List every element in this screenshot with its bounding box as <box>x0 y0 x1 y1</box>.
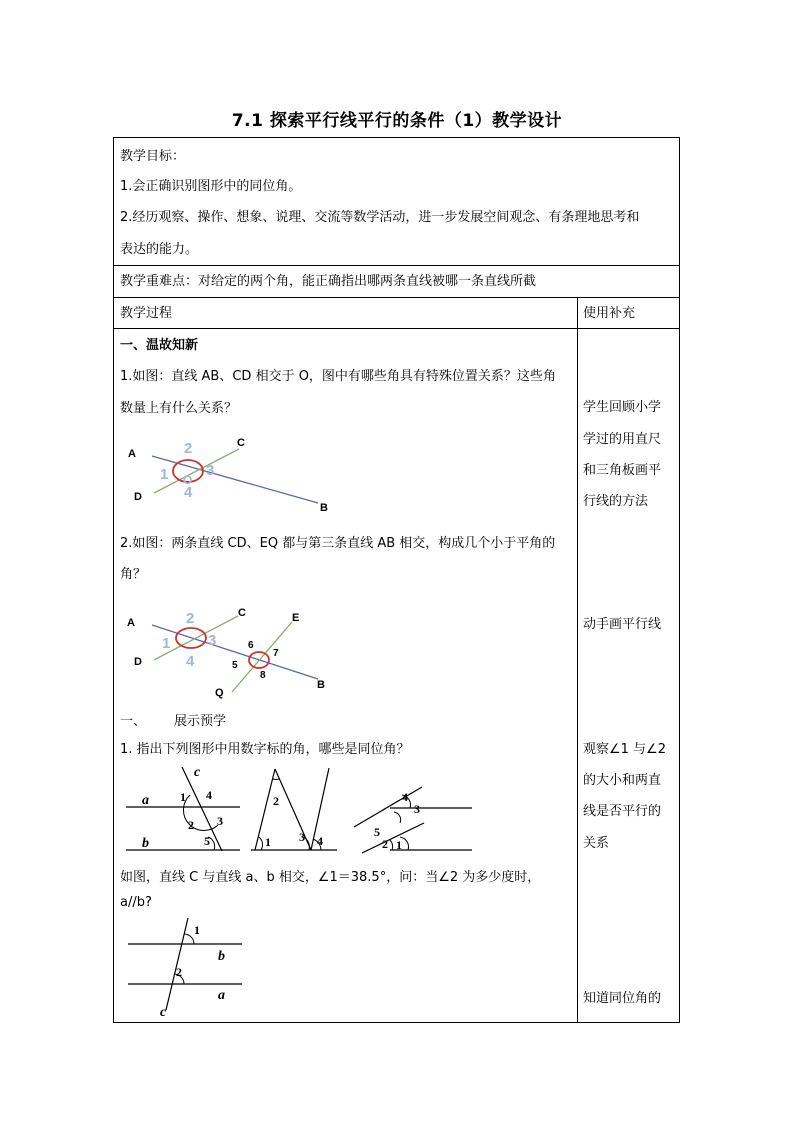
fig1-angle-1: 1 <box>160 466 169 483</box>
preview-heading <box>120 714 226 729</box>
fig2-angle-1: 1 <box>162 635 171 652</box>
fig4-angle-1: 1 <box>265 835 271 849</box>
figure-two-transversals <box>350 765 474 855</box>
fig3-label-b: b <box>142 836 149 851</box>
fig2-label-A: A <box>127 617 135 629</box>
objectives-heading: 教学目标： <box>120 149 186 164</box>
fig1-angle-4: 4 <box>184 484 193 501</box>
fig3-angle-3: 3 <box>217 814 223 828</box>
row-divider-keypoints <box>114 297 679 298</box>
fig6-label-c: c <box>160 1005 167 1018</box>
fig5-angle-2: 2 <box>382 837 388 851</box>
supplement-note-1-line4: 行线的方法 <box>583 494 649 509</box>
objective-item-1: 1.会正确识别图形中的同位角。 <box>120 179 302 194</box>
lesson-plan-table <box>113 137 680 1023</box>
fig6-label-a: a <box>218 988 225 1003</box>
objective-item-2-line2: 表达的能力。 <box>120 242 199 257</box>
preview-q1: 1. 指出下列图形中用数字标的角，哪些是同位角？ <box>120 742 410 757</box>
fig1-label-O: O <box>183 473 193 487</box>
fig5-angle-1: 1 <box>396 838 402 852</box>
fig4-angle-2: 2 <box>273 794 279 808</box>
preview-heading-text: 展示预学 <box>174 714 227 729</box>
fig1-label-D: D <box>134 491 142 503</box>
fig2-angle-3: 3 <box>208 632 217 649</box>
key-points-text: 教学重难点：对给定的两个角，能正确指出哪两条直线被哪一条直线所截 <box>120 274 537 289</box>
supplement-note-3-line4: 关系 <box>583 836 610 851</box>
fig2-label-Q: Q <box>215 687 224 699</box>
row-divider-objectives <box>114 265 679 266</box>
header-supplement: 使用补充 <box>583 306 636 321</box>
preview-q2-line1: 如图，直线 C 与直线 a、b 相交，∠1＝38.5°，问：当∠2 为多少度时， <box>120 870 541 885</box>
supplement-note-1-line2: 学过的用直尺 <box>583 432 662 447</box>
fig1-label-B: B <box>320 502 328 514</box>
fig1-angle-3: 3 <box>206 462 215 479</box>
fig3-angle-2: 2 <box>188 818 194 832</box>
fig4-angle-3: 3 <box>299 830 305 844</box>
fig5-angle-4: 4 <box>402 790 408 804</box>
supplement-note-3-line2: 的大小和两直 <box>583 773 662 788</box>
supplement-note-3-line1: 观察∠1 与∠2 <box>583 742 666 757</box>
supplement-note-1-line3: 和三角板画平 <box>583 463 662 478</box>
fig3-angle-4: 4 <box>206 788 212 802</box>
header-process: 教学过程 <box>120 306 173 321</box>
preview-q2-line2: a//b? <box>120 895 152 910</box>
fig5-angle-3: 3 <box>414 802 420 816</box>
fig5-angle-5: 5 <box>374 825 380 839</box>
fig3-label-c: c <box>194 765 201 780</box>
figure-parallel-ba-transversal-c <box>124 914 244 1018</box>
review-heading: 一、温故知新 <box>120 338 199 353</box>
fig2-label-B: B <box>317 679 325 691</box>
review-q1-line2: 数量上有什么关系？ <box>120 401 238 416</box>
fig2-angle-8: 8 <box>260 670 266 681</box>
fig1-angle-2: 2 <box>184 440 193 457</box>
figure-triangle-angles <box>249 765 339 855</box>
fig1-label-C: C <box>237 437 245 449</box>
row-divider-header <box>114 328 679 329</box>
fig3-label-a: a <box>142 793 149 808</box>
fig6-angle-1: 1 <box>194 923 200 937</box>
review-q2-line1: 2.如图：两条直线 CD、EQ 都与第三条直线 AB 相交，构成几个小于平角的 <box>120 536 556 551</box>
fig6-label-b: b <box>218 949 225 964</box>
fig3-angle-5: 5 <box>204 834 210 848</box>
fig2-angle-2: 2 <box>186 610 195 627</box>
fig2-angle-6: 6 <box>248 640 254 651</box>
column-divider <box>577 297 578 1022</box>
objective-item-2-line1: 2.经历观察、操作、想象、说理、交流等数学活动，进一步发展空间观念、有条理地思考和 <box>120 210 640 225</box>
supplement-note-1-line1: 学生回顾小学 <box>583 400 662 415</box>
supplement-note-2: 动手画平行线 <box>583 617 662 632</box>
fig6-angle-2: 2 <box>176 965 182 979</box>
fig2-label-C: C <box>238 607 246 619</box>
preview-heading-number: 一、 <box>120 714 147 729</box>
review-q1-line1: 1.如图：直线 AB、CD 相交于 O，图中有哪些角具有特殊位置关系？这些角 <box>120 369 556 384</box>
page-title: 7.1 探索平行线平行的条件（1）教学设计 <box>231 111 563 131</box>
figure-parallel-ab-transversal <box>122 765 242 851</box>
review-q2-line2: 角？ <box>120 567 147 582</box>
fig4-angle-4: 4 <box>317 834 323 848</box>
fig3-angle-1: 1 <box>180 790 186 804</box>
fig2-label-D: D <box>134 656 142 668</box>
figure-two-lines-cut-by-transversal <box>122 604 337 700</box>
supplement-note-3-line3: 线是否平行的 <box>583 804 662 819</box>
figure-intersecting-lines <box>122 430 332 515</box>
fig2-angle-7: 7 <box>273 648 279 659</box>
fig2-angle-4: 4 <box>186 653 195 670</box>
supplement-note-4: 知道同位角的 <box>583 991 662 1006</box>
fig1-label-A: A <box>128 448 136 460</box>
fig2-angle-5: 5 <box>232 660 238 671</box>
fig2-label-E: E <box>292 612 300 624</box>
